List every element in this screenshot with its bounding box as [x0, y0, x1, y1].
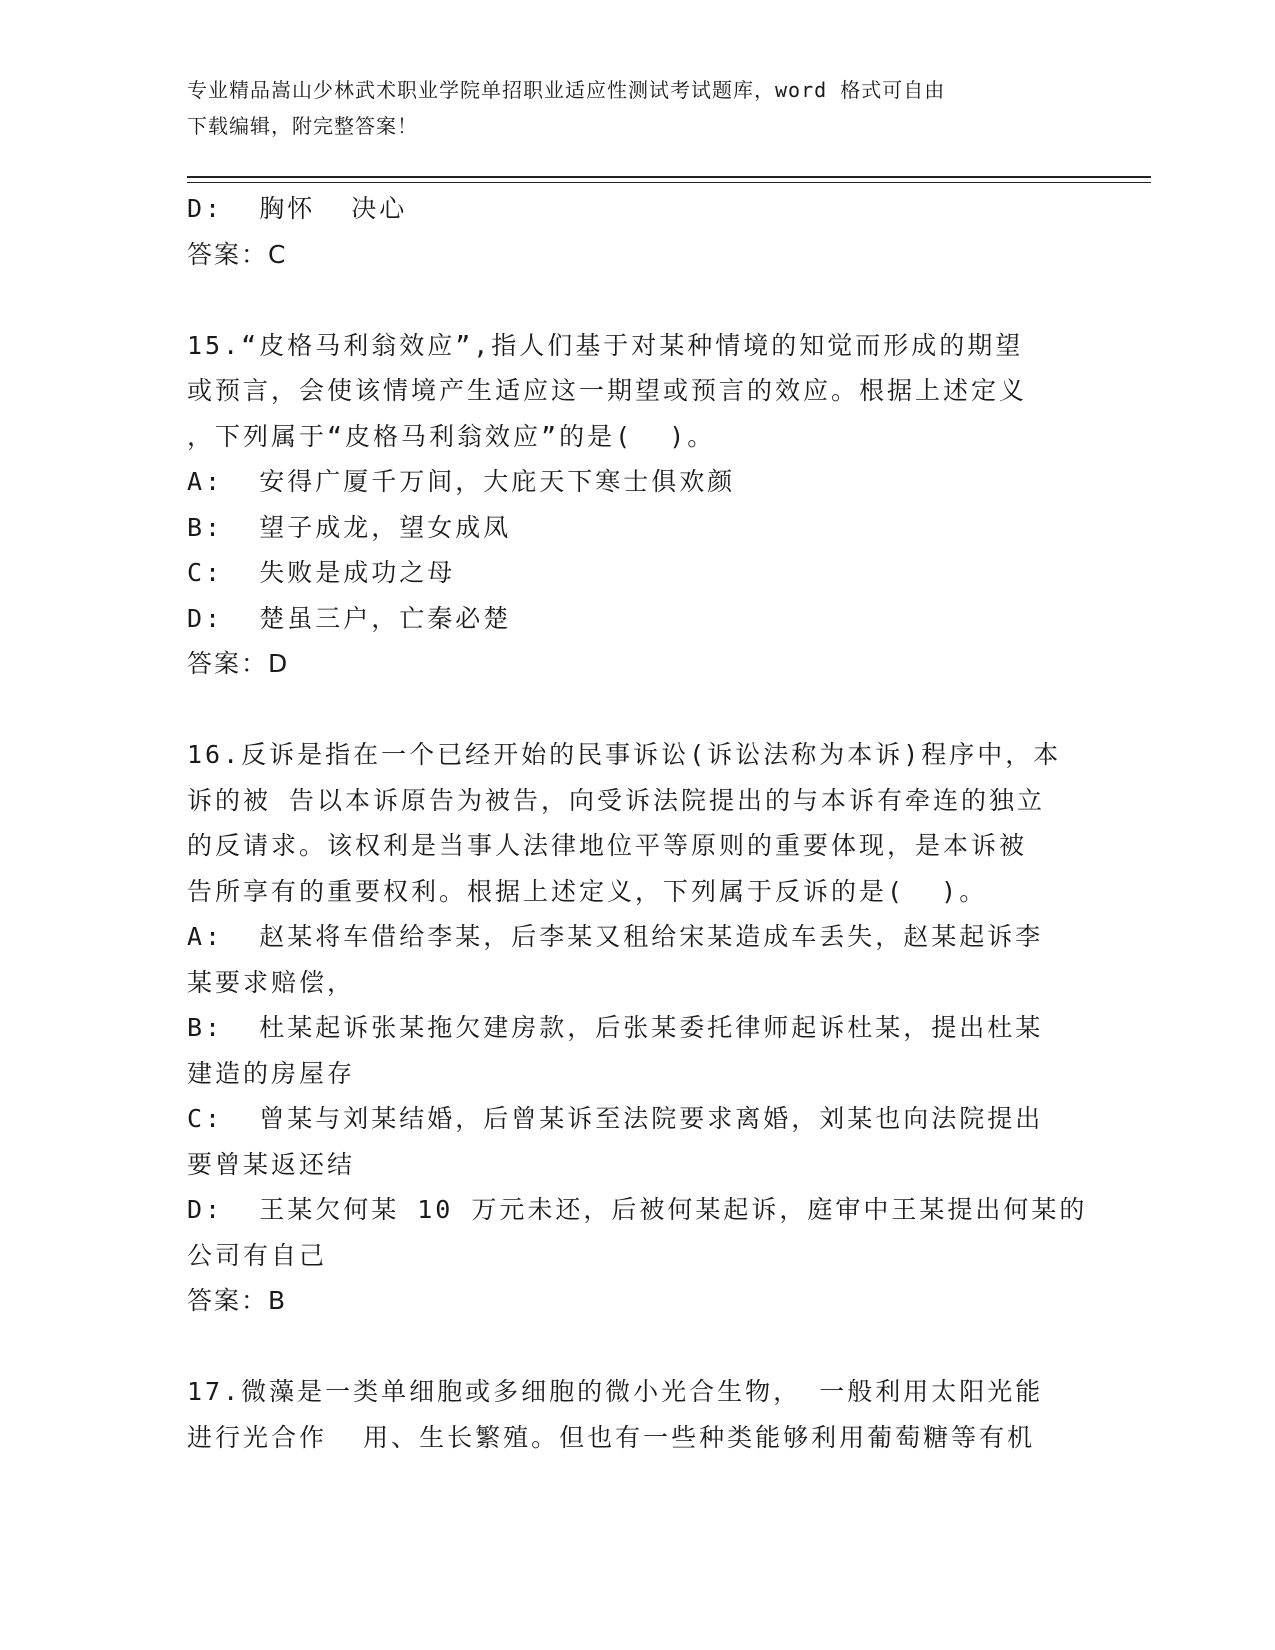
question-stem: 15.“皮格马利翁效应”,指人们基于对某种情境的知觉而形成的期望: [187, 330, 1024, 360]
header-rule-thin: [187, 182, 1151, 183]
question-15: [187, 323, 1087, 687]
answer: 答案：C: [187, 239, 288, 269]
answer: 答案：B: [187, 1286, 288, 1315]
answer: 答案：D: [187, 649, 290, 678]
question-stem: 17.微藻是一类单细胞或多细胞的微小光合生物， 一般利用太阳光能: [187, 1377, 1044, 1406]
option-b: B: 杜某起诉张某拖欠建房款，后张某委托律师起诉杜某，提出杜某: [187, 1013, 1044, 1042]
question-stem: 告所享有的重要权利。根据上述定义，下列属于反诉的是( )。: [187, 876, 988, 906]
option-d-continued: 公司有自己: [187, 1240, 328, 1270]
option-c: C: 失败是成功之母: [187, 558, 456, 587]
option-a: A: 赵某将车借给李某，后李某又租给宋某造成车丢失，赵某起诉李: [187, 922, 1044, 951]
document-body: [187, 186, 1087, 1460]
option-a-continued: 某要求赔偿，: [187, 967, 356, 997]
spacer: [187, 277, 1087, 323]
header-line-2: 下载编辑，附完整答案！: [187, 114, 418, 138]
spacer: [187, 1324, 1087, 1370]
question-14: [187, 186, 1087, 277]
option-d: D: 王某欠何某 10 万元未还，后被何某起诉，庭审中王某提出何某的: [187, 1195, 1088, 1224]
option-c: C: 曾某与刘某结婚，后曾某诉至法院要求离婚，刘某也向法院提出: [187, 1104, 1044, 1133]
question-stem: 的反请求。该权利是当事人法律地位平等原则的重要体现，是本诉被: [187, 831, 1028, 860]
question-stem: ，下列属于“皮格马利翁效应”的是( )。: [187, 421, 716, 451]
question-16: [187, 732, 1087, 1324]
option-b: B: 望子成龙，望女成凤: [187, 512, 512, 542]
option-a: A: 安得广厦千万间，大庇天下寒士俱欢颜: [187, 467, 736, 496]
question-stem: 16.反诉是指在一个已经开始的民事诉讼(诉讼法称为本诉)程序中，本: [187, 740, 1062, 769]
question-stem: 诉的被 告以本诉原告为被告，向受诉法院提出的与本诉有牵连的独立: [187, 785, 1046, 815]
spacer: [187, 687, 1087, 733]
option-c-continued: 要曾某返还结: [187, 1149, 356, 1179]
option-d: D: 胸怀 决心: [187, 194, 408, 223]
header-line-1: 专业精品嵩山少林武术职业学院单招职业适应性测试考试题库，word 格式可自由: [187, 78, 946, 102]
option-b-continued: 建造的房屋存: [187, 1058, 356, 1088]
header-rule-thick: [187, 176, 1151, 178]
question-stem: 或预言，会使该情境产生适应这一期望或预言的效应。根据上述定义: [187, 376, 1028, 405]
question-stem: 进行光合作 用、生长繁殖。但也有一些种类能够利用葡萄糖等有机: [187, 1422, 1036, 1452]
option-d: D: 楚虽三户，亡秦必楚: [187, 603, 512, 633]
document-header: [187, 72, 1067, 144]
question-17: [187, 1369, 1087, 1460]
